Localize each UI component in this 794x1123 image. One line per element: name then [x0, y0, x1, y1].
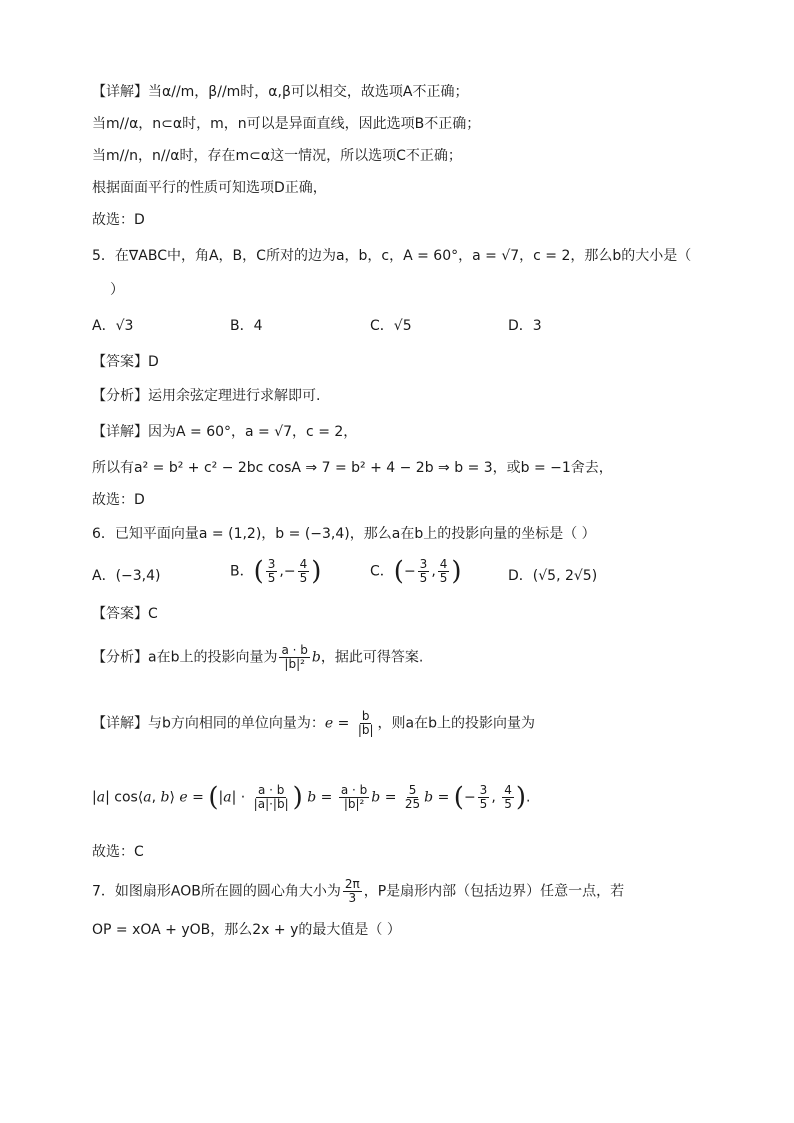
- q6-choice: 故选：C: [92, 844, 144, 860]
- q7-angle: $\frac{2\pi}{3}$: [344, 877, 360, 905]
- q6-option-c: C．(− $\frac{3}{5}$ , $\frac{4}{5}$ ): [370, 556, 462, 587]
- q6-option-c-label: C．: [370, 563, 394, 580]
- q6-option-b: B．( $\frac{3}{5}$ ,− $\frac{4}{5}$ ): [230, 556, 322, 587]
- q7-stem-tail: ，P是扇形内部（包括边界）任意一点，若: [363, 883, 625, 900]
- q6-detail-tail: ，则a在b上的投影向量为: [377, 715, 535, 732]
- q6-formula-fraction: $\frac{5}{25}$: [404, 783, 421, 811]
- q7-stem-2: OP = xOA + yOB，那么2x + y的最大值是（ ）: [92, 922, 401, 938]
- q6-detail-text: 【详解】与b方向相同的单位向量为：: [92, 715, 325, 732]
- q5-choice: 故选：D: [92, 492, 145, 508]
- detail-line-3: 当m//n，n//α时，存在m⊂α这一情况，所以选项C不正确；: [92, 148, 462, 164]
- q6-analysis-tail: ，据此可得答案.: [320, 649, 424, 666]
- q7-stem-text: 7．如图扇形AOB所在圆的圆心角大小为: [92, 883, 341, 900]
- q6-option-c-frac-2: $\frac{4}{5}$: [439, 557, 448, 585]
- q6-formula: |a| cos⟨a, b⟩ e = (|a| · $\frac{a \cdot b}{|a|\cdot|b|}$ ) b = $\frac{a \cdot b}{\text{|b|²}}$ b = $\frac{5}{25}$ b = (− $\frac{3}{5}$ , $\frac{4}{5}$ ).: [92, 782, 531, 813]
- q5-detail-2: 所以有a² = b² + c² − 2bc cosA ⇒ 7 = b² + 4 − 2b ⇒ b = 3，或b = −1舍去，: [92, 460, 613, 476]
- q5-stem: 5．在∇ABC中，角A，B，C所对的边为a，b，c，A = 60°，a = √7，c = 2，那么b的大小是（: [92, 248, 692, 264]
- q6-option-b-frac-1: $\frac{3}{5}$: [267, 557, 276, 585]
- q5-detail-1: 【详解】因为A = 60°，a = √7，c = 2，: [92, 424, 358, 440]
- q6-analysis: 【分析】a在b上的投影向量为 $\frac{a \cdot b}{\text{|b|²}}$ b，据此可得答案.: [92, 643, 424, 671]
- q6-option-d: D．(√5, 2√5): [508, 568, 598, 584]
- detail-line-1: 【详解】当α//m，β//m时，α,β可以相交，故选项A不正确；: [92, 84, 469, 100]
- detail-line-4: 根据面面平行的性质可知选项D正确，: [92, 180, 327, 196]
- q5-option-b: B．4: [230, 318, 263, 334]
- q6-option-a: A．(−3,4): [92, 568, 161, 584]
- q5-answer: 【答案】D: [92, 354, 159, 370]
- q6-option-b-label: B．: [230, 563, 254, 580]
- q6-unit-vector: $\frac{b}{|b|}$: [357, 709, 374, 737]
- q5-option-d: D．3: [508, 318, 542, 334]
- q6-option-b-frac-2: $\frac{4}{5}$: [299, 557, 308, 585]
- q5-stem-tail: ）: [110, 282, 124, 298]
- q6-detail: 【详解】与b方向相同的单位向量为：e = $\frac{b}{|b|}$ ，则a在b上的投影向量为: [92, 709, 535, 737]
- q6-analysis-formula: $\frac{a \cdot b}{\text{|b|²}}$: [281, 643, 308, 671]
- q6-answer: 【答案】C: [92, 606, 158, 622]
- choice-line-q4: 故选：D: [92, 212, 145, 228]
- q5-option-a: A．√3: [92, 318, 134, 334]
- detail-line-2: 当m//α，n⊂α时，m，n可以是异面直线，因此选项B不正确；: [92, 116, 481, 132]
- q7-stem-1: [92, 878, 624, 905]
- q6-analysis-text: 【分析】a在b上的投影向量为: [92, 649, 278, 666]
- q5-option-c: C．√5: [370, 318, 412, 334]
- q6-stem: 6．已知平面向量a = (1,2)，b = (−3,4)，那么a在b上的投影向量的坐标是（ ）: [92, 526, 596, 542]
- q6-option-c-frac-1: $\frac{3}{5}$: [419, 557, 428, 585]
- q5-analysis: 【分析】运用余弦定理进行求解即可.: [92, 388, 321, 404]
